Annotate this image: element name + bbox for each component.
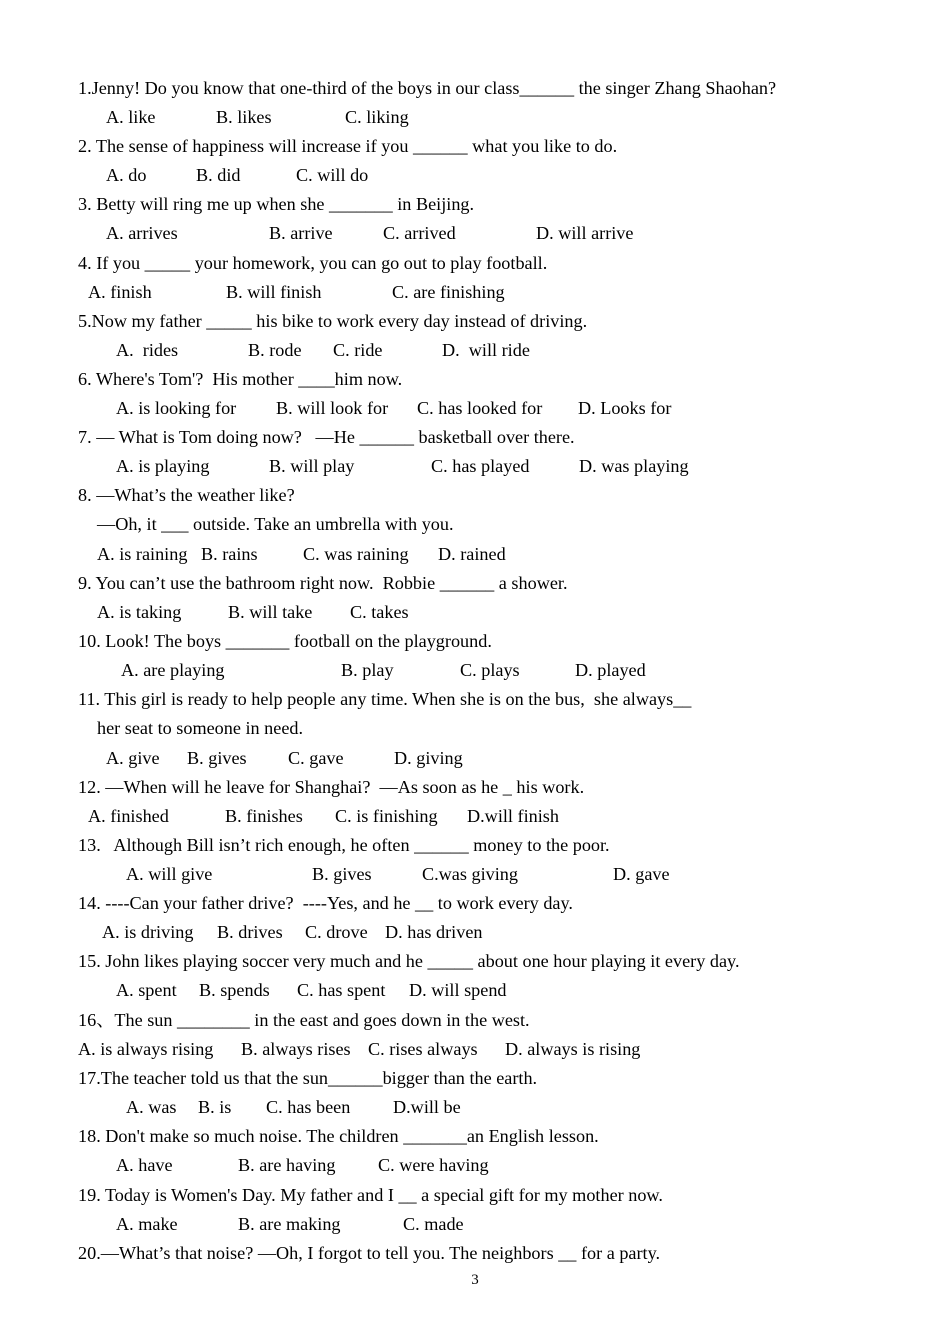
option: A. is looking for — [116, 398, 237, 418]
option: A. are playing — [121, 660, 225, 680]
option: B. gives — [312, 864, 372, 884]
option: A. finish — [88, 282, 152, 302]
option: B. will take — [228, 602, 313, 622]
option: C.was giving — [422, 864, 518, 884]
option: A. is driving — [102, 922, 194, 942]
option: D. will ride — [442, 340, 530, 360]
option: B. did — [196, 165, 241, 185]
question-7-options — [0, 456, 950, 556]
option: A. is playing — [116, 456, 210, 476]
option: D. gave — [613, 864, 670, 884]
option: C. will do — [296, 165, 369, 185]
question-2-stem: 2. The sense of happiness will increase if you ______ what you like to do. — [78, 136, 618, 156]
question-6-stem: 6. Where's Tom'? His mother ____him now. — [78, 369, 403, 389]
option: C. rises always — [368, 1039, 478, 1059]
question-20-stem: 20.—What’s that noise? —Oh, I forgot to tell you. The neighbors __ for a party. — [78, 1243, 661, 1263]
option: C. were having — [378, 1155, 489, 1175]
option: B. drives — [217, 922, 283, 942]
option: A. will give — [126, 864, 213, 884]
question-8-stem: 8. —What’s the weather like? — [78, 485, 295, 505]
question-12-stem: 12. —When will he leave for Shanghai? —As soon as he _ his work. — [78, 777, 585, 797]
option: D. always is rising — [505, 1039, 641, 1059]
option: B. gives — [187, 748, 247, 768]
option: A. is always rising — [78, 1039, 214, 1059]
question-1-stem: 1.Jenny! Do you know that one-third of the boys in our class______ the singer Zhang Shaohan? — [78, 78, 777, 98]
question-19-stem: 19. Today is Women's Day. My father and I __ a special gift for my mother now. — [78, 1185, 663, 1205]
option: B. rode — [248, 340, 302, 360]
option: B. finishes — [225, 806, 303, 826]
question-10-stem: 10. Look! The boys _______ football on the playground. — [78, 631, 492, 651]
option: B. will look for — [276, 398, 389, 418]
option: A. give — [106, 748, 160, 768]
option: D. will arrive — [536, 223, 634, 243]
option: B. are making — [238, 1214, 341, 1234]
question-11-stem-line-2: her seat to someone in need. — [97, 718, 304, 738]
question-5-stem: 5.Now my father _____ his bike to work every day instead of driving. — [78, 311, 588, 331]
question-13-stem: 13. Although Bill isn’t rich enough, he often ______ money to the poor. — [78, 835, 610, 855]
question-17-stem: 17.The teacher told us that the sun______bigger than the earth. — [78, 1068, 538, 1088]
option: D. rained — [438, 544, 506, 564]
question-7-stem: 7. — What is Tom doing now? —He ______ basketball over there. — [78, 427, 575, 447]
option: A. like — [106, 107, 156, 127]
option: A. arrives — [106, 223, 178, 243]
option: B. spends — [199, 980, 270, 1000]
option: B. are having — [238, 1155, 336, 1175]
option: C. was raining — [303, 544, 409, 564]
question-11-stem: 11. This girl is ready to help people any time. When she is on the bus, she always__ — [78, 689, 692, 709]
option: B. arrive — [269, 223, 333, 243]
option: C. made — [403, 1214, 464, 1234]
option: B. rains — [201, 544, 258, 564]
option: B. will finish — [226, 282, 322, 302]
option: A. do — [106, 165, 147, 185]
option: A. have — [116, 1155, 173, 1175]
question-3-stem: 3. Betty will ring me up when she _______ in Beijing. — [78, 194, 475, 214]
question-18-stem: 18. Don't make so much noise. The children _______an English lesson. — [78, 1126, 599, 1146]
option: C. arrived — [383, 223, 456, 243]
option: A. make — [116, 1214, 178, 1234]
option: D. giving — [394, 748, 463, 768]
option: C. has looked for — [417, 398, 543, 418]
question-9-stem: 9. You can’t use the bathroom right now. Robbie ______ a shower. — [78, 573, 568, 593]
option: B. play — [341, 660, 394, 680]
question-4-stem: 4. If you _____ your homework, you can go out to play football. — [78, 253, 548, 273]
option: C. has played — [431, 456, 530, 476]
page-number: 3 — [471, 1272, 479, 1288]
option: C. drove — [305, 922, 368, 942]
option: B. always rises — [241, 1039, 351, 1059]
option: D. will spend — [409, 980, 507, 1000]
option: A. is raining — [97, 544, 188, 564]
option: C. gave — [288, 748, 344, 768]
option: D. has driven — [385, 922, 483, 942]
option: A. was — [126, 1097, 177, 1117]
option: D. played — [575, 660, 646, 680]
option: B. will play — [269, 456, 355, 476]
option: B. is — [198, 1097, 232, 1117]
option: C. takes — [350, 602, 409, 622]
option: C. plays — [460, 660, 520, 680]
option: C. ride — [333, 340, 383, 360]
question-10-options — [0, 660, 950, 760]
option: A. spent — [116, 980, 177, 1000]
option: C. has spent — [297, 980, 386, 1000]
option: D.will be — [393, 1097, 461, 1117]
option: D.will finish — [467, 806, 559, 826]
question-16-stem: 16、The sun ________ in the east and goes down in the west. — [78, 1010, 530, 1030]
option: A. finished — [88, 806, 169, 826]
option: C. has been — [266, 1097, 351, 1117]
option: C. is finishing — [335, 806, 438, 826]
option: C. are finishing — [392, 282, 505, 302]
question-15-stem: 15. John likes playing soccer very much and he _____ about one hour playing it every day. — [78, 951, 740, 971]
question-8-stem-line-2: —Oh, it ___ outside. Take an umbrella with you. — [97, 514, 454, 534]
option: D. Looks for — [578, 398, 672, 418]
option: A. rides — [116, 340, 179, 360]
option: A. is taking — [97, 602, 182, 622]
option: C. liking — [345, 107, 409, 127]
question-14-stem: 14. ----Can your father drive? ----Yes, and he __ to work every day. — [78, 893, 573, 913]
option: D. was playing — [579, 456, 689, 476]
option: B. likes — [216, 107, 272, 127]
